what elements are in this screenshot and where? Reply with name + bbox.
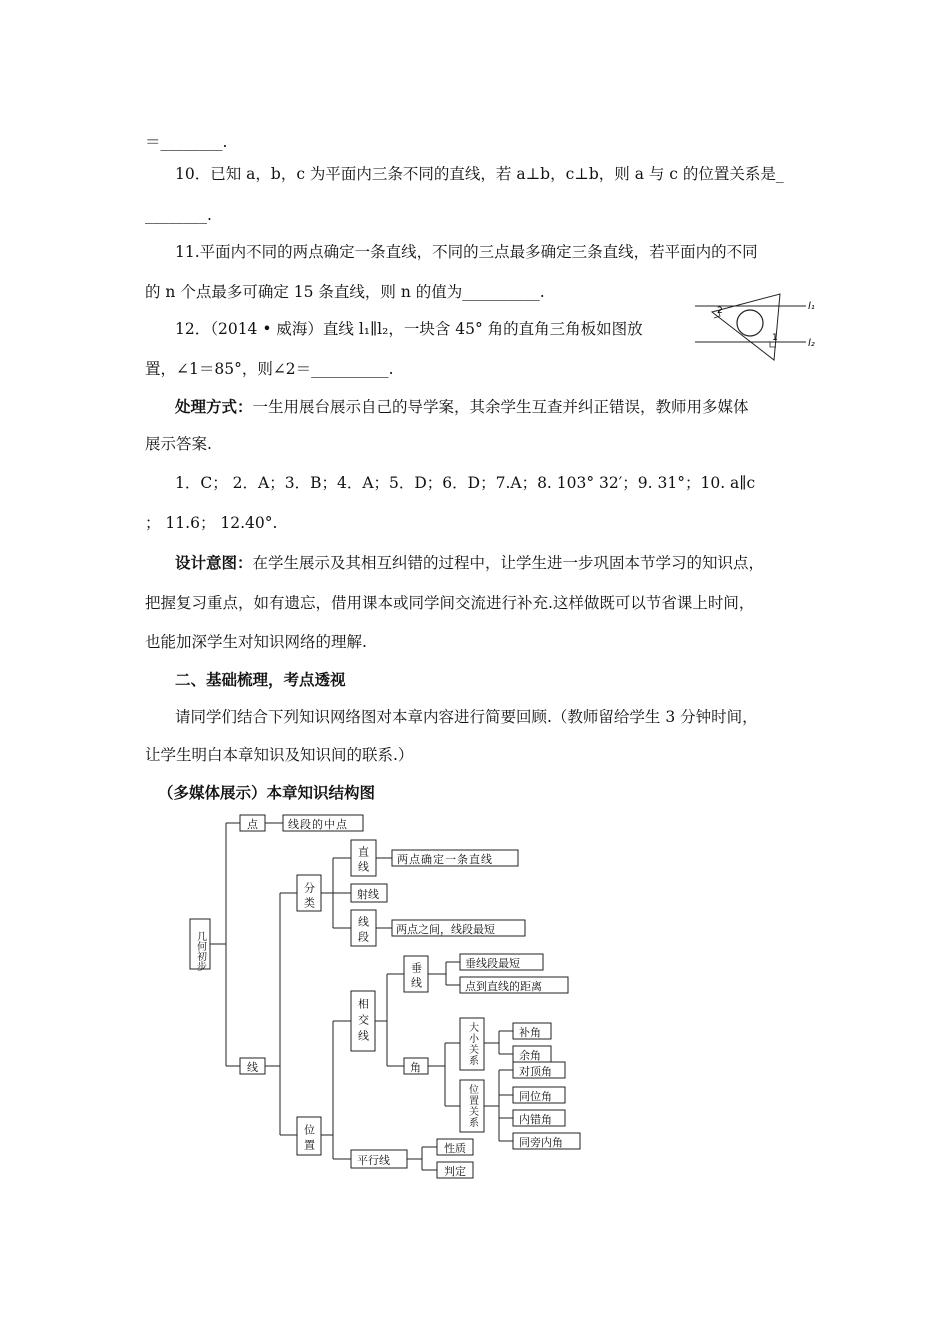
label-l1: l₁ — [808, 301, 815, 312]
node-root: 几何初步 — [194, 931, 206, 971]
node-size-relation: 大小关系 — [466, 1022, 478, 1066]
node-straight-line: 直线 — [356, 846, 370, 876]
node-intersecting: 相交线 — [356, 998, 370, 1046]
node-corresponding-angle: 同位角 — [519, 1090, 552, 1103]
node-supplementary: 补角 — [519, 1026, 541, 1039]
node-complementary: 余角 — [519, 1049, 541, 1062]
q9-tail: ＝________. — [145, 133, 228, 151]
section2-line2: 让学生明白本章知识及知识间的联系.） — [145, 746, 414, 764]
chart-title: （多媒体展示）本章知识结构图 — [158, 783, 376, 802]
node-segment: 线段 — [356, 916, 370, 946]
node-line: 线 — [247, 1061, 258, 1074]
node-position: 位置 — [302, 1124, 316, 1154]
node-point: 点 — [247, 818, 258, 831]
design-line3: 也能加深学生对知识网络的理解. — [145, 633, 367, 651]
q11-line1: 11.平面内不同的两点确定一条直线，不同的三点最多确定三条直线，若平面内的不同 — [175, 243, 758, 261]
node-property: 性质 — [444, 1142, 466, 1155]
design-line2: 把握复习重点，如有遗忘，借用课本或同学间交流进行补充.这样做既可以节省课上时间， — [145, 594, 755, 612]
section2-line1: 请同学们结合下列知识网络图对本章内容进行简要回顾.（教师留给学生 3 分钟时间， — [175, 708, 758, 726]
node-midpoint: 线段的中点 — [288, 818, 348, 831]
node-shortest-segment: 两点之间，线段最短 — [396, 923, 495, 936]
node-position-relation: 位置关系 — [466, 1084, 478, 1128]
method-text1: 一生用展台展示自己的导学案，其余学生互查并纠正错误，教师用多媒体 — [252, 398, 749, 416]
node-vertical-angle: 对顶角 — [519, 1065, 552, 1078]
label-angle1: 1 — [772, 333, 778, 343]
design-label: 设计意图： — [175, 553, 253, 572]
node-point-to-line: 点到直线的距离 — [465, 980, 542, 993]
q10-line2: ________. — [145, 206, 212, 224]
design-text1: 在学生展示及其相互纠错的过程中，让学生进一步巩固本节学习的知识点， — [252, 554, 765, 572]
node-parallel: 平行线 — [357, 1154, 390, 1167]
node-determination: 判定 — [444, 1165, 466, 1178]
q11-line2: 的 n 个点最多可确定 15 条直线，则 n 的值为__________. — [145, 283, 545, 301]
node-ray: 射线 — [357, 888, 379, 901]
node-alternate-angle: 内错角 — [519, 1113, 552, 1126]
method-label: 处理方式： — [175, 397, 253, 416]
node-classify: 分类 — [302, 882, 316, 912]
q10-line1: 10．已知 a，b，c 为平面内三条不同的直线，若 a⊥b，c⊥b，则 a 与 c 的位置关系是_ — [175, 165, 784, 183]
q12-line2: 置，∠1＝85°，则∠2＝__________. — [145, 360, 394, 378]
label-l2: l₂ — [808, 338, 815, 349]
node-perpendicular: 垂线 — [409, 962, 423, 992]
section2-heading: 二、基础梳理，考点透视 — [175, 670, 346, 689]
node-co-interior-angle: 同旁内角 — [519, 1136, 563, 1149]
node-two-points-line: 两点确定一条直线 — [397, 853, 493, 866]
method-line2: 展示答案. — [145, 435, 212, 453]
label-angle2: 2 — [717, 306, 723, 316]
node-angle: 角 — [410, 1061, 421, 1074]
answers-line1: 1．C； 2．A；3．B；4．A；5．D；6．D；7.A；8. 103° 32′；9. 31°；10. a∥c — [175, 474, 756, 492]
node-perp-shortest: 垂线段最短 — [465, 957, 520, 970]
q12-line1: 12．（2014 • 威海）直线 l₁∥l₂，一块含 45° 角的直角三角板如图放 — [175, 320, 643, 338]
answers-line2: ； 11.6； 12.40°. — [145, 514, 278, 532]
